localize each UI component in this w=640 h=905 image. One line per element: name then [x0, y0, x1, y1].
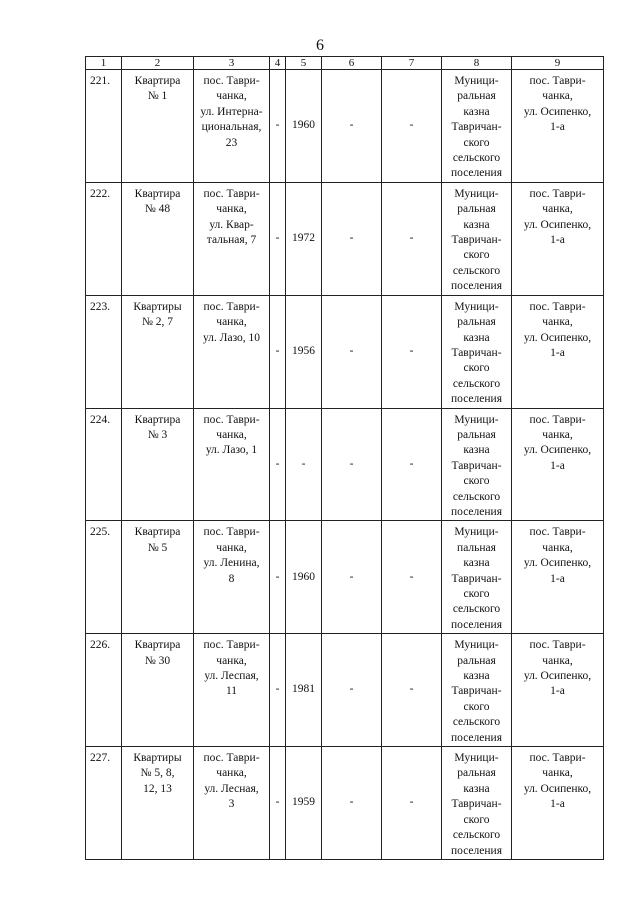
column-6-cell: - — [322, 70, 382, 183]
object-name-cell: Квартира № 1 — [122, 70, 194, 183]
object-address-cell: пос. Таври- чанка, ул. Лазо, 1 — [194, 408, 270, 521]
column-number-row — [86, 57, 604, 70]
owner-address-cell: пос. Таври- чанка, ул. Осипенко, 1-а — [512, 295, 604, 408]
year-cell: 1972 — [286, 182, 322, 295]
table-row — [86, 70, 604, 183]
year-cell: 1960 — [286, 70, 322, 183]
column-6-cell: - — [322, 408, 382, 521]
object-address-cell: пос. Таври- чанка, ул. Леспая, 11 — [194, 634, 270, 747]
column-7-cell: - — [382, 521, 442, 634]
owner-address-cell: пос. Таври- чанка, ул. Осипенко, 1-а — [512, 521, 604, 634]
object-address-cell: пос. Таври- чанка, ул. Интерна- циональная, 23 — [194, 70, 270, 183]
column-6-cell: - — [322, 295, 382, 408]
property-registry-table — [85, 56, 604, 860]
column-7-cell: - — [382, 408, 442, 521]
column-4-cell: - — [270, 295, 286, 408]
column-6-cell: - — [322, 634, 382, 747]
column-7-cell: - — [382, 634, 442, 747]
table-row — [86, 182, 604, 295]
column-6-cell: - — [322, 747, 382, 860]
owner-address-cell: пос. Таври- чанка, ул. Осипенко, 1-а — [512, 634, 604, 747]
column-4-cell: - — [270, 747, 286, 860]
column-4-cell: - — [270, 408, 286, 521]
owner-cell: Муници- pальная казна Тавричан- ского сельского поселения — [442, 70, 512, 183]
row-number-cell: 221. — [86, 70, 122, 183]
column-number: 9 — [512, 57, 604, 70]
owner-cell: Муници- pальная казна Тавричан- ского сельского поселения — [442, 408, 512, 521]
page-number: 6 — [316, 37, 324, 54]
column-number: 1 — [86, 57, 122, 70]
column-4-cell: - — [270, 70, 286, 183]
table-row — [86, 634, 604, 747]
column-number: 4 — [270, 57, 286, 70]
year-cell: 1959 — [286, 747, 322, 860]
column-4-cell: - — [270, 521, 286, 634]
object-address-cell: пос. Таври- чанка, ул. Лесная, 3 — [194, 747, 270, 860]
column-4-cell: - — [270, 634, 286, 747]
column-number: 3 — [194, 57, 270, 70]
object-name-cell: Квартира № 48 — [122, 182, 194, 295]
owner-cell: Муници- pальная казна Тавричан- ского сельского поселения — [442, 295, 512, 408]
object-name-cell: Квартира № 3 — [122, 408, 194, 521]
row-number-cell: 223. — [86, 295, 122, 408]
row-number-cell: 227. — [86, 747, 122, 860]
column-7-cell: - — [382, 295, 442, 408]
year-cell: 1960 — [286, 521, 322, 634]
owner-address-cell: пос. Таври- чанка, ул. Осипенко, 1-а — [512, 182, 604, 295]
column-7-cell: - — [382, 182, 442, 295]
column-number: 5 — [286, 57, 322, 70]
object-address-cell: пос. Таври- чанка, ул. Ленина, 8 — [194, 521, 270, 634]
row-number-cell: 226. — [86, 634, 122, 747]
table-row — [86, 521, 604, 634]
owner-cell: Муници- pальная казна Тавричан- ского сельского поселения — [442, 634, 512, 747]
object-name-cell: Квартиры № 5, 8, 12, 13 — [122, 747, 194, 860]
owner-cell: Муници- pальная казна Тавричан- ского сельского поселения — [442, 182, 512, 295]
row-number-cell: 224. — [86, 408, 122, 521]
column-number: 6 — [322, 57, 382, 70]
table-row — [86, 295, 604, 408]
row-number-cell: 225. — [86, 521, 122, 634]
object-name-cell: Квартира № 5 — [122, 521, 194, 634]
object-address-cell: пос. Таври- чанка, ул. Квар- тальная, 7 — [194, 182, 270, 295]
year-cell: 1956 — [286, 295, 322, 408]
table-row — [86, 408, 604, 521]
table-row — [86, 747, 604, 860]
object-address-cell: пос. Таври- чанка, ул. Лазо, 10 — [194, 295, 270, 408]
column-7-cell: - — [382, 747, 442, 860]
owner-address-cell: пос. Таври- чанка, ул. Осипенко, 1-а — [512, 408, 604, 521]
column-number: 8 — [442, 57, 512, 70]
owner-cell: Муници- pальная казна Тавричан- ского сельского поселения — [442, 747, 512, 860]
owner-address-cell: пос. Таври- чанка, ул. Осипенко, 1-а — [512, 70, 604, 183]
column-6-cell: - — [322, 521, 382, 634]
owner-address-cell: пос. Таври- чанка, ул. Осипенко, 1-а — [512, 747, 604, 860]
row-number-cell: 222. — [86, 182, 122, 295]
column-number: 2 — [122, 57, 194, 70]
year-cell: 1981 — [286, 634, 322, 747]
column-4-cell: - — [270, 182, 286, 295]
column-7-cell: - — [382, 70, 442, 183]
year-cell: - — [286, 408, 322, 521]
object-name-cell: Квартиры № 2, 7 — [122, 295, 194, 408]
owner-cell: Муници- пальная казна Тавричан- ского сельского поселения — [442, 521, 512, 634]
column-number: 7 — [382, 57, 442, 70]
column-6-cell: - — [322, 182, 382, 295]
object-name-cell: Квартира № 30 — [122, 634, 194, 747]
